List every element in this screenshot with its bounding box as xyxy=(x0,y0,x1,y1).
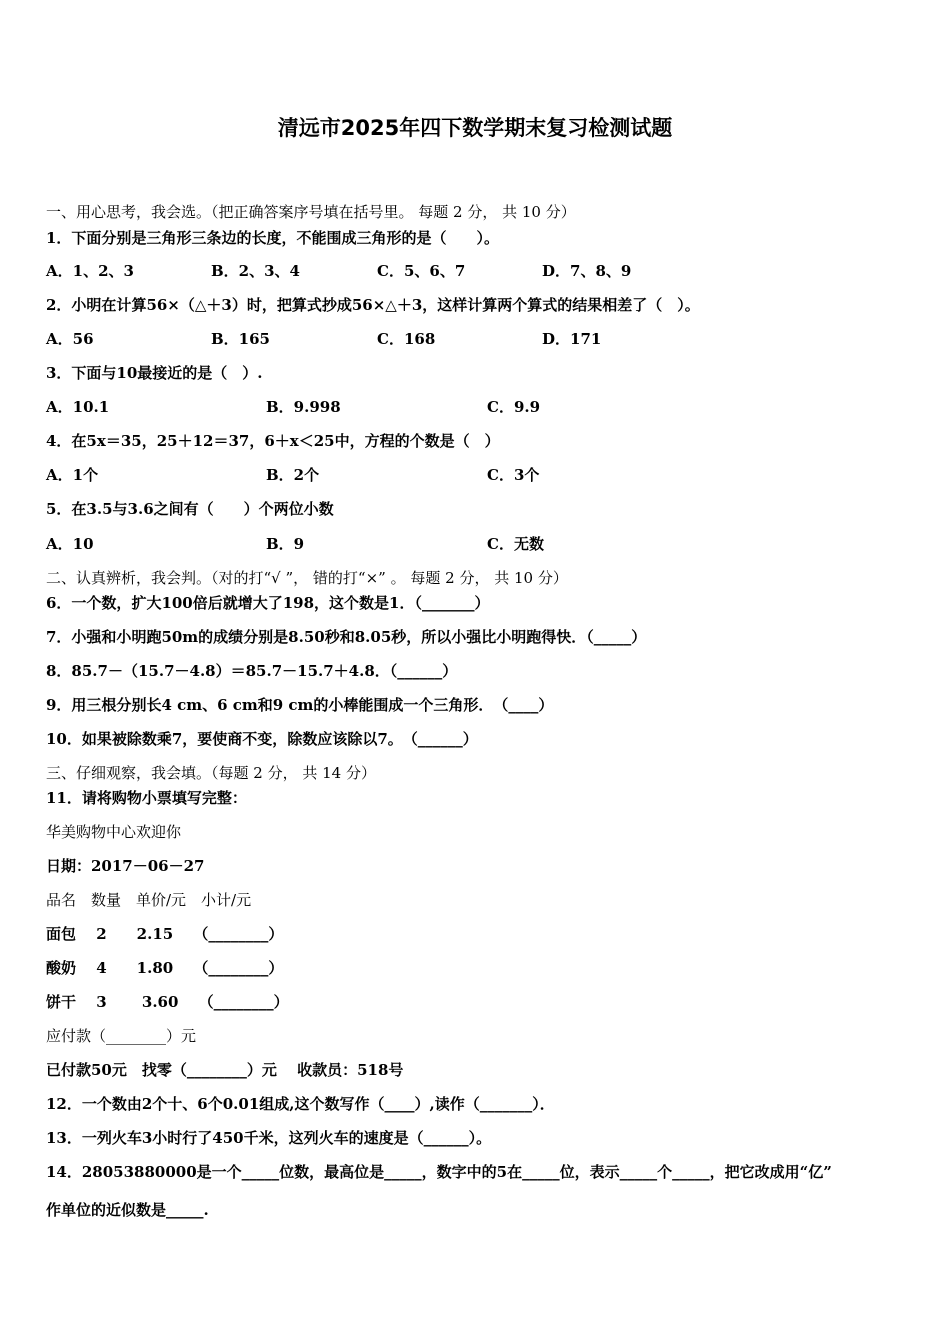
q1-option-c: C．5、6、7 xyxy=(377,262,466,280)
question-8: 8．85.7－（15.7－4.8）＝85.7－15.7＋4.8．（______） xyxy=(46,662,458,680)
q3-option-a: A．10.1 xyxy=(46,398,110,416)
section2-heading: 二、认真辨析，我会判。（对的打“√ ”， 错的打“×” 。 每题 2 分， 共 10 分） xyxy=(46,569,568,587)
receipt-row: 饼干 3 3.60 （________） xyxy=(46,993,289,1011)
q1-option-d: D．7、8、9 xyxy=(542,262,632,280)
q3-option-b: B．9.998 xyxy=(266,398,341,416)
question-14-continued: 作单位的近似数是_____. xyxy=(46,1201,209,1219)
q5-option-a: A．10 xyxy=(46,535,94,553)
q2-option-b: B．165 xyxy=(211,330,270,348)
question-11: 11．请将购物小票填写完整： xyxy=(46,789,247,807)
receipt-row: 面包 2 2.15 （________） xyxy=(46,925,284,943)
q4-option-b: B．2个 xyxy=(266,466,320,484)
q4-option-a: A．1个 xyxy=(46,466,99,484)
q2-option-c: C．168 xyxy=(377,330,436,348)
q5-option-b: B．9 xyxy=(266,535,305,553)
q3-option-c: C．9.9 xyxy=(487,398,541,416)
page-title: 清远市2025年四下数学期末复习检测试题 xyxy=(277,116,673,140)
question-12: 12．一个数由2个十、6个0.01组成,这个数写作（____）,读作（_______）． xyxy=(46,1095,555,1113)
receipt-date: 日期：2017－06－27 xyxy=(46,857,205,875)
question-2: 2．小明在计算56×（△＋3）时，把算式抄成56×△＋3，这样计算两个算式的结果相差了（ ）。 xyxy=(46,296,700,314)
q2-option-d: D．171 xyxy=(542,330,602,348)
receipt-paid-change: 已付款50元 找零（________）元 收款员：518号 xyxy=(46,1061,404,1079)
question-6: 6．一个数，扩大100倍后就增大了198，这个数是1．（_______） xyxy=(46,594,490,612)
receipt-header: 品名 数量 单价/元 小计/元 xyxy=(46,891,252,909)
receipt-row: 酸奶 4 1.80 （________） xyxy=(46,959,284,977)
question-5: 5．在3.5与3.6之间有（ ）个两位小数 xyxy=(46,500,334,518)
q1-option-a: A．1、2、3 xyxy=(46,262,134,280)
question-14: 14．28053880000是一个_____位数，最高位是_____，数字中的5在_____位，表示_____个_____，把它改成用“亿” xyxy=(46,1163,832,1181)
section3-heading: 三、仔细观察，我会填。（每题 2 分， 共 14 分） xyxy=(46,764,376,782)
question-1: 1．下面分别是三角形三条边的长度，不能围成三角形的是（ ）。 xyxy=(46,229,499,247)
receipt-amount-due: 应付款（________）元 xyxy=(46,1027,197,1045)
receipt-store-name: 华美购物中心欢迎你 xyxy=(46,823,182,841)
q2-option-a: A．56 xyxy=(46,330,94,348)
question-4: 4．在5x＝35，25＋12＝37，6＋x＜25中，方程的个数是（ ） xyxy=(46,432,500,450)
question-13: 13．一列火车3小时行了450千米，这列火车的速度是（______）。 xyxy=(46,1129,492,1147)
question-3: 3．下面与10最接近的是（ ）. xyxy=(46,364,263,382)
question-10: 10．如果被除数乘7，要使商不变，除数应该除以7。 （______） xyxy=(46,730,478,748)
question-9: 9．用三根分别长4 cm、6 cm和9 cm的小棒能围成一个三角形． （____） xyxy=(46,696,554,714)
q4-option-c: C．3个 xyxy=(487,466,540,484)
q5-option-c: C．无数 xyxy=(487,535,544,553)
section1-heading: 一、用心思考，我会选。（把正确答案序号填在括号里。 每题 2 分， 共 10 分） xyxy=(46,203,576,221)
q1-option-b: B．2、3、4 xyxy=(211,262,300,280)
question-7: 7．小强和小明跑50m的成绩分别是8.50秒和8.05秒，所以小强比小明跑得快．（_____） xyxy=(46,628,647,646)
